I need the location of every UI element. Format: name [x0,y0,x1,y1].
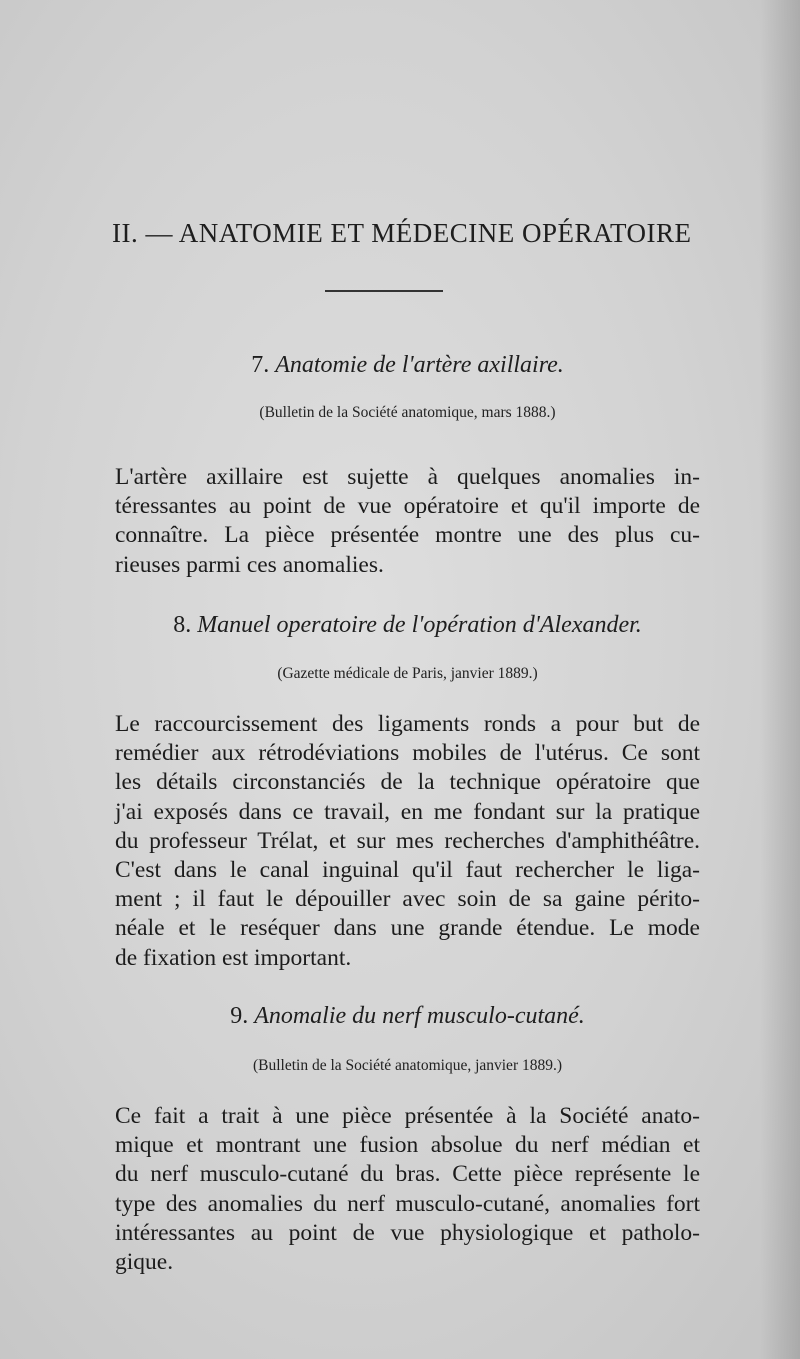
text-line: intéressantes au point de vue physiologique et patholo- [115,1219,700,1246]
article-number: 7. [251,352,270,378]
text-line: ment ; il faut le dépouiller avec soin de sa gaine périto- [115,886,700,913]
text-line: les détails circonstanciés de la technique opératoire que [115,769,700,796]
text-line: remédier aux rétrodéviations mobiles de l'utérus. Ce sont [115,740,700,767]
article-7-body [115,463,700,580]
text-line: rieuses parmi ces anomalies. [115,551,384,578]
article-9-source: (Bulletin de la Société anatomique, janvier 1889.) [252,1057,563,1074]
article-7-heading [115,352,700,379]
text-line: gique. [115,1249,174,1276]
text-line: j'ai exposés dans ce travail, en me fondant sur la pratique [115,798,700,825]
text-line: téressantes au point de vue opératoire et qu'il importe de [115,493,700,520]
article-7-source: (Bulletin de la Société anatomique, mars 1888.) [259,404,556,421]
text-line: L'artère axillaire est sujette à quelques anomalies in- [115,464,700,490]
text-line: mique et montrant une fusion absolue du nerf médian et [115,1132,700,1159]
article-9-body [115,1102,700,1277]
article-8-body [115,710,700,973]
article-number: 8. [173,612,192,638]
article-8-heading [115,612,700,639]
text-line: Ce fait a trait à une pièce présentée à la Société anato- [115,1103,700,1129]
article-9-heading [115,1003,700,1030]
text-line: du professeur Trélat, et sur mes recherches d'amphithéâtre. [115,827,700,854]
text-line: type des anomalies du nerf musculo-cutané, anomalies fort [115,1190,700,1217]
text-line: de fixation est important. [115,944,352,971]
text-line: connaître. La pièce présentée montre une des plus cu- [115,522,700,549]
text-line: Le raccourcissement des ligaments ronds a pour but de [115,711,700,737]
article-8-source: (Gazette médicale de Paris, janvier 1889.) [277,665,538,682]
article-title: Anatomie de l'artère axillaire. [275,352,564,378]
section-title: II. — ANATOMIE ET MÉDECINE OPÉRATOIRE [112,218,692,248]
text-line: néale et le reséquer dans une grande étendue. Le mode [115,915,700,942]
text-line: du nerf musculo-cutané du bras. Cette pièce représente le [115,1161,700,1188]
title-divider [325,290,443,292]
article-number: 9. [230,1003,249,1029]
article-title: Anomalie du nerf musculo-cutané. [254,1003,585,1029]
page-edge-shadow [760,0,800,1359]
text-line: C'est dans le canal inguinal qu'il faut rechercher le liga- [115,857,700,884]
article-title: Manuel operatoire de l'opération d'Alexander. [197,612,642,638]
